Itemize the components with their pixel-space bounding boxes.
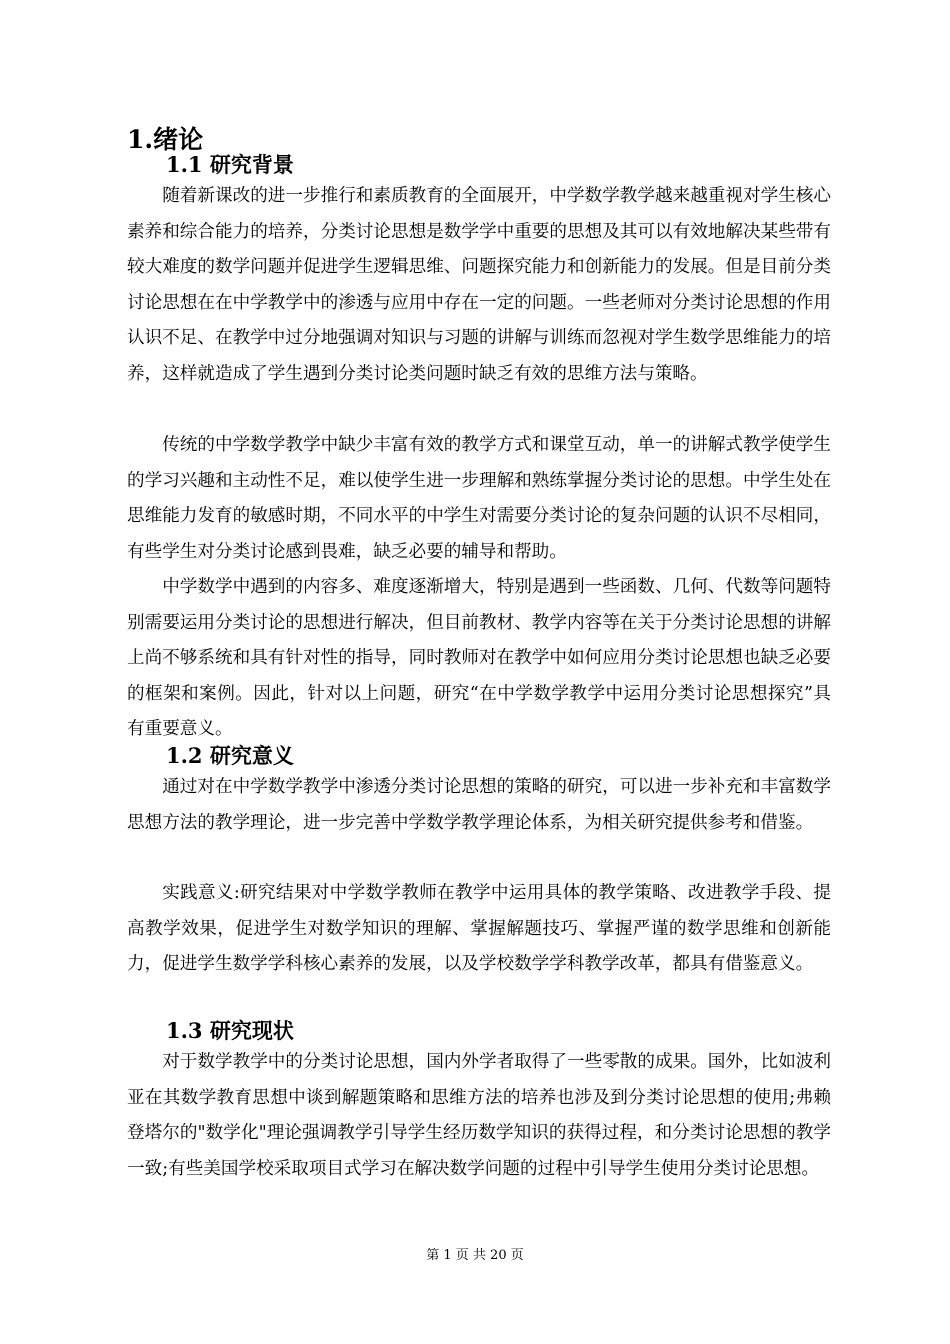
paragraph: 传统的中学数学教学中缺少丰富有效的教学方式和课堂互动，单一的讲解式教学使学生的学习兴趣和主动性不足，难以使学生进一步理解和熟练掌握分类讨论的思想。中学生处在思维能力发育的敏感时期，不同水平的中学生对需要分类讨论的复杂问题的认识不尽相同，有些学生对分类讨论感到畏难，缺乏必要的辅导和帮助。 (127, 435, 831, 562)
section-heading-status: 1.3 研究现状 (166, 1018, 294, 1043)
paragraph: 实践意义:研究结果对中学数学教师在教学中运用具体的教学策略、改进教学手段、提高教学效果，促进学生对数学知识的理解、掌握解题技巧、掌握严谨的数学思维和创新能力，促进学生数学学科核心素养的发展，以及学校数学学科教学改革，都具有借鉴意义。 (127, 883, 831, 974)
chapter-title: 1.绪论 (127, 125, 204, 154)
paragraph: 中学数学中遇到的内容多、难度逐渐增大，特别是遇到一些函数、几何、代数等问题特别需要运用分类讨论的思想进行解决，但目前教材、教学内容等在关于分类讨论思想的讲解上尚不够系统和具有针对性的指导，同时教师对在教学中如何应用分类讨论思想也缺乏必要的框架和案例。因此，针对以上问题，研究“在中学数学教学中运用分类讨论思想探究”具有重要意义。 (127, 577, 831, 739)
section-heading-significance: 1.2 研究意义 (166, 743, 294, 768)
page-footer: 第 1 页 共 20 页 (426, 1248, 524, 1263)
paragraph: 随着新课改的进一步推行和素质教育的全面展开，中学数学教学越来越重视对学生核心素养和综合能力的培养，分类讨论思想是数学学中重要的思想及其可以有效地解决某些带有较大难度的数学问题并促进学生逻辑思维、问题探究能力和创新能力的发展。但是目前分类讨论思想在在中学教学中的渗透与应用中存在一定的问题。一些老师对分类讨论思想的作用认识不足、在教学中过分地强调对知识与习题的讲解与训练而忽视对学生数学思维能力的培养，这样就造成了学生遇到分类讨论类问题时缺乏有效的思维方法与策略。 (127, 186, 831, 384)
paragraph: 通过对在中学数学教学中渗透分类讨论思想的策略的研究，可以进一步补充和丰富数学思想方法的教学理论，进一步完善中学数学教学理论体系，为相关研究提供参考和借鉴。 (127, 777, 831, 833)
section-heading-background: 1.1 研究背景 (166, 152, 294, 177)
paragraph: 对于数学教学中的分类讨论思想，国内外学者取得了一些零散的成果。国外，比如波利亚在其数学教育思想中谈到解题策略和思维方法的培养也涉及到分类讨论思想的使用;弗赖登塔尔的"数学化"理论强调教学引导学生经历数学知识的获得过程，和分类讨论思想的教学一致;有些美国学校采取项目式学习在解决数学问题的过程中引导学生使用分类讨论思想。 (127, 1052, 831, 1179)
